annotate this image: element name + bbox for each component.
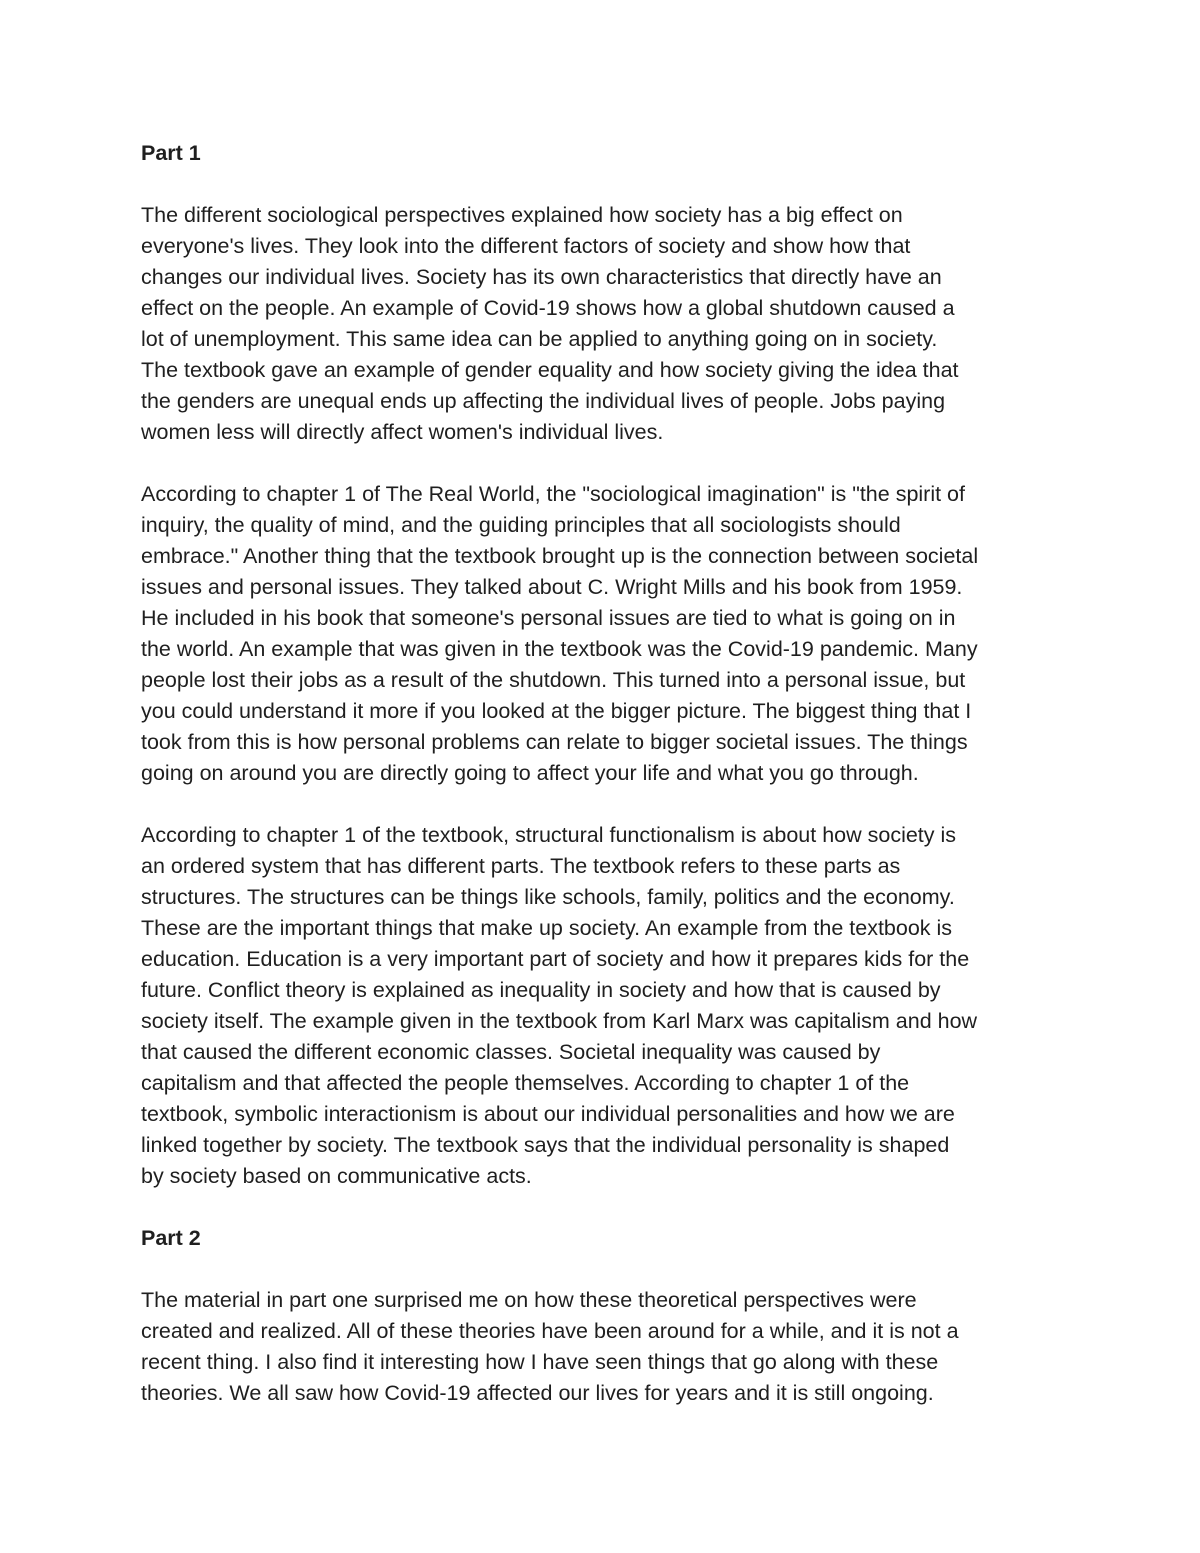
text-line: embrace." Another thing that the textbook brought up is the connection between societal xyxy=(141,544,979,568)
part-1-paragraph-2 xyxy=(141,479,1066,789)
text-line: the world. An example that was given in the textbook was the Covid-19 pandemic. Many xyxy=(141,637,978,661)
text-line: an ordered system that has different parts. The textbook refers to these parts as xyxy=(141,854,901,878)
text-line: lot of unemployment. This same idea can be applied to anything going on in society. xyxy=(141,327,938,351)
text-line: recent thing. I also find it interesting how I have seen things that go along with these xyxy=(141,1350,939,1374)
text-line: capitalism and that affected the people themselves. According to chapter 1 of the xyxy=(141,1071,910,1095)
text-line: structures. The structures can be things like schools, family, politics and the economy. xyxy=(141,885,955,909)
text-line: everyone's lives. They look into the different factors of society and show how that xyxy=(141,234,911,258)
text-line: society itself. The example given in the textbook from Karl Marx was capitalism and how xyxy=(141,1009,978,1033)
text-line: created and realized. All of these theories have been around for a while, and it is not a xyxy=(141,1319,959,1343)
text-line: textbook, symbolic interactionism is about our individual personalities and how we are xyxy=(141,1102,955,1126)
spacer xyxy=(141,448,1066,479)
part-1-paragraph-1 xyxy=(141,200,1066,448)
text-line: He included in his book that someone's personal issues are tied to what is going on in xyxy=(141,606,956,630)
spacer xyxy=(141,789,1066,820)
text-line: education. Education is a very important part of society and how it prepares kids for the xyxy=(141,947,970,971)
text-line: future. Conflict theory is explained as inequality in society and how that is caused by xyxy=(141,978,941,1002)
text-line: These are the important things that make up society. An example from the textbook is xyxy=(141,916,953,940)
text-line: effect on the people. An example of Covid-19 shows how a global shutdown caused a xyxy=(141,296,955,320)
text-line: by society based on communicative acts. xyxy=(141,1164,532,1188)
text-line: linked together by society. The textbook says that the individual personality is shaped xyxy=(141,1133,950,1157)
text-line: took from this is how personal problems can relate to bigger societal issues. The things xyxy=(141,730,968,754)
text-line: issues and personal issues. They talked about C. Wright Mills and his book from 1959. xyxy=(141,575,963,599)
text-line: people lost their jobs as a result of the shutdown. This turned into a personal issue, but xyxy=(141,668,966,692)
text-line: women less will directly affect women's individual lives. xyxy=(141,420,664,444)
spacer xyxy=(141,1192,1066,1223)
text-line: According to chapter 1 of The Real World, the "sociological imagination" is "the spirit of xyxy=(141,482,965,506)
part-2-heading: Part 2 xyxy=(141,1226,201,1250)
spacer xyxy=(141,169,1066,200)
part-1-heading: Part 1 xyxy=(141,141,201,165)
text-line: The different sociological perspectives explained how society has a big effect on xyxy=(141,203,903,227)
text-line: The material in part one surprised me on how these theoretical perspectives were xyxy=(141,1288,917,1312)
text-line: changes our individual lives. Society has its own characteristics that directly have an xyxy=(141,265,942,289)
text-line: According to chapter 1 of the textbook, structural functionalism is about how society is xyxy=(141,823,957,847)
text-line: theories. We all saw how Covid-19 affected our lives for years and it is still ongoing. xyxy=(141,1381,934,1405)
text-line: inquiry, the quality of mind, and the guiding principles that all sociologists should xyxy=(141,513,901,537)
text-line: the genders are unequal ends up affecting the individual lives of people. Jobs paying xyxy=(141,389,946,413)
spacer xyxy=(141,1254,1066,1285)
document-page xyxy=(141,138,1066,1409)
text-line: that caused the different economic classes. Societal inequality was caused by xyxy=(141,1040,881,1064)
text-line: you could understand it more if you looked at the bigger picture. The biggest thing that I xyxy=(141,699,972,723)
text-line: The textbook gave an example of gender equality and how society giving the idea that xyxy=(141,358,959,382)
part-2-paragraph-1 xyxy=(141,1285,1066,1409)
text-line: going on around you are directly going to affect your life and what you go through. xyxy=(141,761,919,785)
part-1-paragraph-3 xyxy=(141,820,1066,1192)
